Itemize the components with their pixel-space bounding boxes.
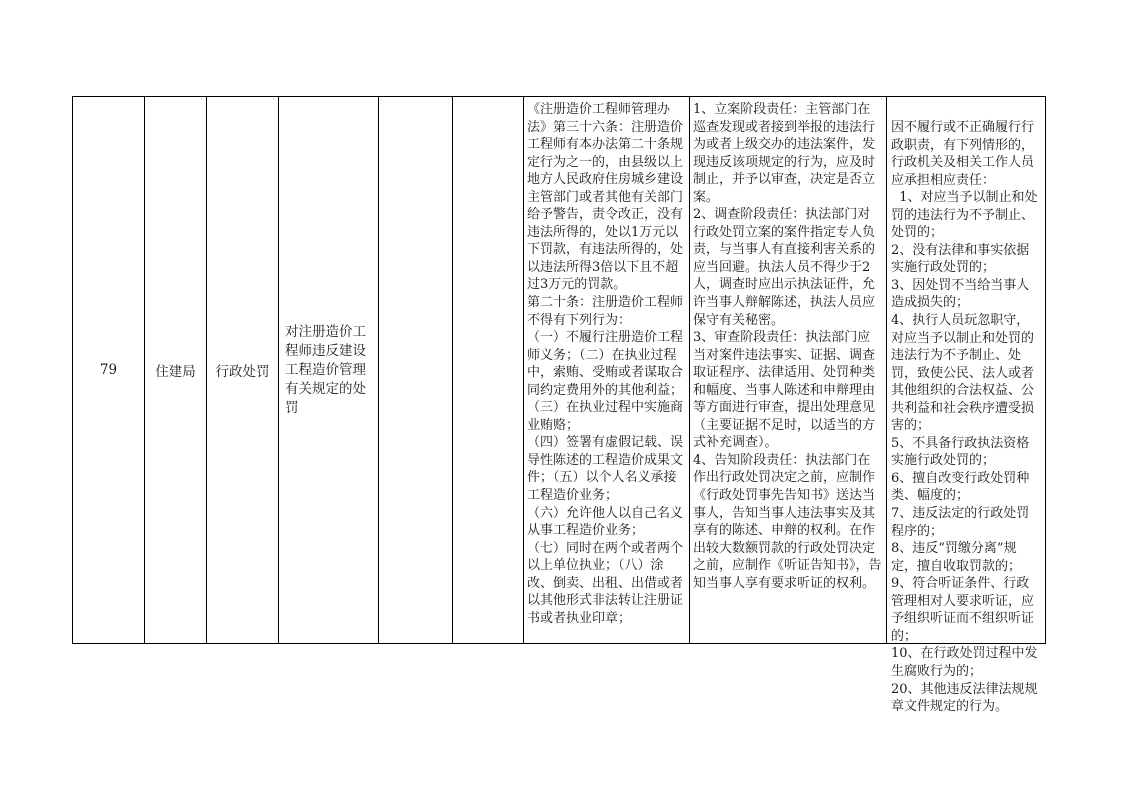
accountability-para: 2、没有法律和事实依据实施行政处罚的； — [891, 242, 1030, 276]
basis-para: （六）允许他人以自己名义从事工程造价业务； — [527, 505, 684, 539]
responsibility-para: 1、立案阶段责任：主管部门在巡查发现或者接到举报的违法行为或者上级交办的违法案件，发现违反该项规定的行为，应及时制止，并予以审查，决定是否立案。 — [693, 102, 876, 205]
accountability-para: 8、违反“罚缴分离”规定，擅自收取罚款的； — [891, 541, 1022, 574]
accountability-para: 3、因处罚不当给当事人造成损失的； — [891, 277, 1030, 311]
cell-number — [73, 97, 145, 643]
basis-para: （七）同时在两个或者两个以上单位执业；（八）涂改、倒卖、出租、出借或者以其他形式非法转让注册证书或者执业印章； — [527, 540, 684, 626]
accountability-para: 6、擅自改变行政处罚种类、幅度的； — [891, 470, 1030, 504]
responsibility-table-row — [72, 96, 1046, 715]
accountability-para: 5、不具备行政执法资格实施行政处罚的； — [891, 435, 1030, 469]
department-name: 住建局 — [155, 364, 196, 380]
responsibility-para: 3、审查阶段责任：执法部门应当对案件违法事实、证据、调查取证程序、法律适用、处罚种类和幅度、当事人陈述和申辩理由等方面进行审查，提出处理意见（主要证据不足时，以适当的方式补充调查）。 — [693, 330, 876, 451]
item-name: 对注册造价工程师违反建设工程造价管理有关规定的处罚 — [285, 323, 366, 416]
basis-para: （一）不履行注册造价工程师义务；（二）在执业过程中，索贿、受贿或者谋取合同约定费用外的其他利益；（三）在执业过程中实施商业贿赂； — [527, 330, 684, 433]
cell-accountability — [887, 97, 1045, 715]
cell-empty — [453, 97, 524, 643]
cell-sub-item — [379, 97, 453, 643]
basis-para: （四）签署有虚假记载、误导性陈述的工程造价成果文件；（五）以个人名义承接工程造价业务； — [527, 435, 684, 504]
cell-responsibilities — [690, 97, 887, 643]
row-number: 79 — [99, 362, 118, 378]
accountability-para: 因不履行或不正确履行行政职责，有下列情形的，行政机关及相关工作人员应承担相应责任： — [891, 120, 1035, 188]
accountability-para: 9、符合听证条件、行政管理相对人要求听证，应予组织听证而不组织听证的； — [891, 576, 1035, 644]
accountability-para: 7、违反法定的行政处罚程序的； — [891, 506, 1030, 539]
responsibility-para: 2、调查阶段责任：执法部门对行政处罚立案的案件指定专人负责，与当事人有直接利害关系的应当回避。执法人员不得少于2人，调查时应出示执法证件，允许当事人辩解陈述，执法人员应保守有关秘密。 — [693, 207, 876, 328]
basis-para: 第二十条：注册造价工程师不得有下列行为： — [527, 295, 684, 328]
accountability-para: 10、在行政处罚过程中发生腐败行为的； — [891, 646, 1038, 679]
accountability-para: 1、对应当予以制止和处罚的违法行为不予制止、处罚的； — [891, 190, 1038, 241]
cell-category — [207, 97, 279, 643]
cell-item-name — [279, 97, 379, 643]
power-category: 行政处罚 — [215, 364, 270, 380]
cell-legal-basis — [524, 97, 690, 643]
cell-department — [145, 97, 207, 643]
responsibility-para: 4、告知阶段责任：执法部门在作出行政处罚决定之前，应制作《行政处罚事先告知书》送达当事人，告知当事人违法事实及其享有的陈述、申辩的权利。在作出较大数额罚款的行政处罚决定之前，应制作《听证告知书》，告知当事人享有要求听证的权利。 — [693, 452, 882, 591]
basis-para: 《注册造价工程师管理办法》第三十六条：注册造价工程师有本办法第二十条规定行为之一的，由县级以上地方人民政府住房城乡建设主管部门或者其他有关部门给予警告，责令改正，没有违法所得的，处以1万元以下罚款，有违法所得的，处以违法所得3倍以下且不超过3万元的罚款。 — [527, 102, 684, 293]
accountability-para: 20、其他违反法律法规规章文件规定的行为。 — [891, 681, 1038, 715]
accountability-para: 4、执行人员玩忽职守，对应当予以制止和处罚的违法行为不予制止、处罚，致使公民、法人或者其他组织的合法权益、公共利益和社会秩序遭受损害的； — [891, 313, 1035, 434]
